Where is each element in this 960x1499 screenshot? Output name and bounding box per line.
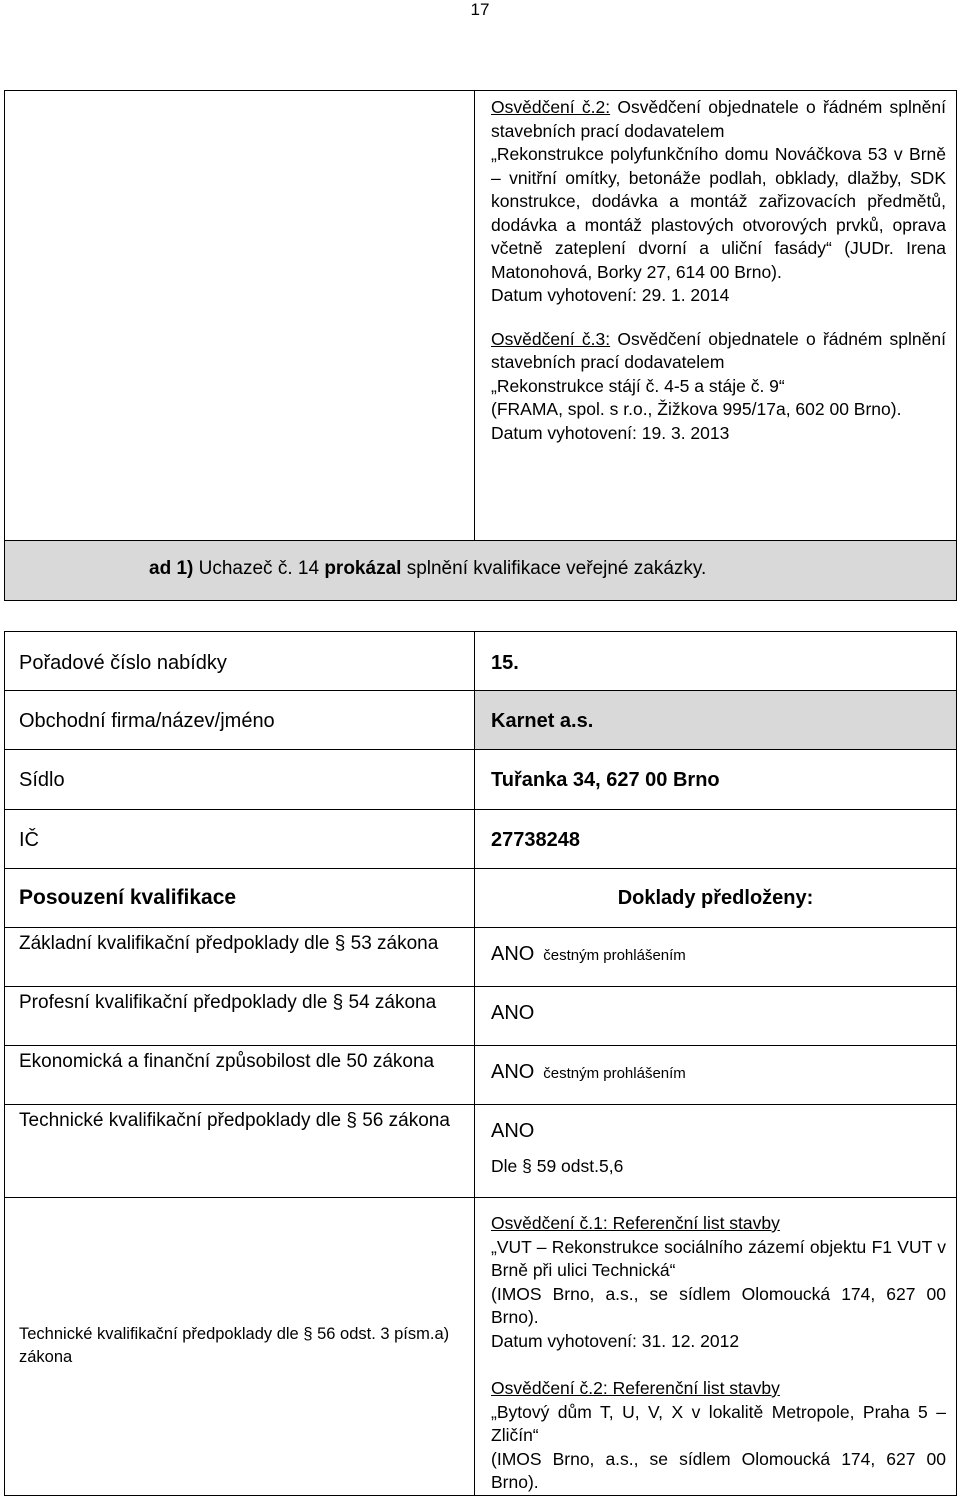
reference-1 [491,1212,946,1353]
ic-label: IČ [19,829,39,851]
reference-2 [491,1377,946,1495]
seat-value-cell [475,750,957,810]
certificate-3-label: Osvědčení č.3: [491,328,611,349]
summary-text-1: Uchazeč č. [193,558,298,579]
certificate-3-body: „Rekonstrukce stájí č. 4-5 a stáje č. 9“ [491,375,785,396]
firm-label: Obchodní firma/název/jméno [19,710,275,732]
qual-row-3-label-cell [5,1046,475,1105]
certificate-2-body: „Rekonstrukce polyfunkčního domu Nováčkova 53 v Brně – vnitřní omítky, betonáže podlah, obklady, dlažby, SDK konstrukce, dodávka a montáž zařizovacích předmětů, dodávka a montáž plastových otvorových prvků, oprava včetně zateplení dvorní a uliční fasády“ [491,144,946,258]
reference-2-label: Osvědčení č.2: Referenční list stavby [491,1378,780,1398]
reference-2-issuer: (IMOS Brno, a.s., se sídlem Olomoucká 174, 627 00 Brno). [491,1448,946,1492]
assess-header: Posouzení kvalifikace [19,886,237,909]
qual-row-3-value-cell [475,1046,957,1105]
certificate-3-date: Datum vyhotovení: 19. 3. 2013 [491,422,730,443]
seat-value: Tuřanka 34, 627 00 Brno [491,769,720,791]
qual-row-4-label-cell [5,1105,475,1198]
top-right-cell [475,91,957,541]
qual-row-2-label: Profesní kvalifikační předpoklady dle § 54 zákona [19,992,437,1013]
order-label-cell [5,632,475,691]
tech-label-cell [5,1198,475,1496]
page-number: 17 [470,0,490,19]
firm-label-cell [5,691,475,750]
ic-value: 27738248 [491,829,580,851]
refs-cell [475,1198,957,1496]
reference-1-date: Datum vyhotovení: 31. 12. 2012 [491,1330,740,1351]
qual-row-1-label-cell [5,928,475,987]
certificate-3 [491,328,946,446]
docs-header: Doklady předloženy: [617,887,814,909]
qual-row-1-note: čestným prohlášením [543,947,686,964]
docs-header-cell [475,869,957,928]
offer-table [4,631,957,1496]
seat-label-cell [5,750,475,810]
qual-row-2-label-cell [5,987,475,1046]
certificate-2-title: Osvědčení objednatele o řádném splnění stavebních prací dodavatelem [491,97,946,141]
certificate-3-title: Osvědčení objednatele o řádném splnění stavebních prací dodavatelem [491,328,946,372]
certificate-2-label: Osvědčení č.2: [491,97,611,117]
reference-1-body: „VUT – Rekonstrukce sociálního zázemí objektu F1 VUT v Brně při ulici Technická“ [491,1236,946,1280]
qual-row-4-label: Technické kvalifikační předpoklady dle § 56 zákona [19,1110,450,1131]
certificate-2-date: Datum vyhotovení: 29. 1. 2014 [491,285,730,305]
order-value-cell [475,632,957,691]
qual-row-1-value: ANO [491,943,535,965]
qual-row-1-value-cell [475,928,957,987]
summary-text-2: splnění kvalifikace veřejné zakázky. [401,558,707,579]
qual-row-2-value-cell [475,987,957,1046]
qual-row-2-value: ANO [491,1002,535,1024]
order-label: Pořadové číslo nabídky [19,652,227,674]
reference-1-label: Osvědčení č.1: Referenční list stavby [491,1213,780,1233]
tech-label: Technické kvalifikační předpoklady dle § 56 odst. 3 písm.a) zákona [19,1324,450,1367]
reference-1-issuer: (IMOS Brno, a.s., se sídlem Olomoucká 174, 627 00 Brno). [491,1283,946,1327]
ic-label-cell [5,810,475,869]
order-value: 15. [491,652,519,674]
ic-value-cell [475,810,957,869]
certificate-3-issuer: (FRAMA, spol. s r.o., Žižkova 995/17a, 602 00 Brno). [491,399,902,419]
assess-header-cell [5,869,475,928]
summary-verb: prokázal [324,558,402,579]
certificate-2-issuer: (JUDr. Irena Matonohová, Borky 27, 614 00 Brno). [491,238,946,282]
qual-row-4-value-cell [475,1105,957,1198]
summary-row [5,541,957,601]
dle-59: Dle § 59 odst.5,6 [491,1156,624,1176]
firm-value: Karnet a.s. [491,710,594,732]
firm-value-cell [475,691,957,750]
reference-2-body: „Bytový dům T, U, V, X v lokalitě Metropole, Praha 5 – Zličín“ [491,1401,946,1445]
qual-row-1-label: Základní kvalifikační předpoklady dle § 53 zákona [19,933,439,954]
qual-row-4-value: ANO [491,1120,535,1142]
summary-applicant-number: 14 [297,558,320,579]
qual-row-3-label: Ekonomická a finanční způsobilost dle 50 zákona [19,1051,435,1072]
qual-row-3-note: čestným prohlášením [543,1065,686,1082]
summary-ad: ad 1) [149,558,194,579]
top-left-empty-cell [5,91,475,541]
qual-row-3-value: ANO [491,1061,535,1083]
seat-label: Sídlo [19,769,65,791]
certificate-2 [491,96,946,308]
top-table [4,90,957,601]
